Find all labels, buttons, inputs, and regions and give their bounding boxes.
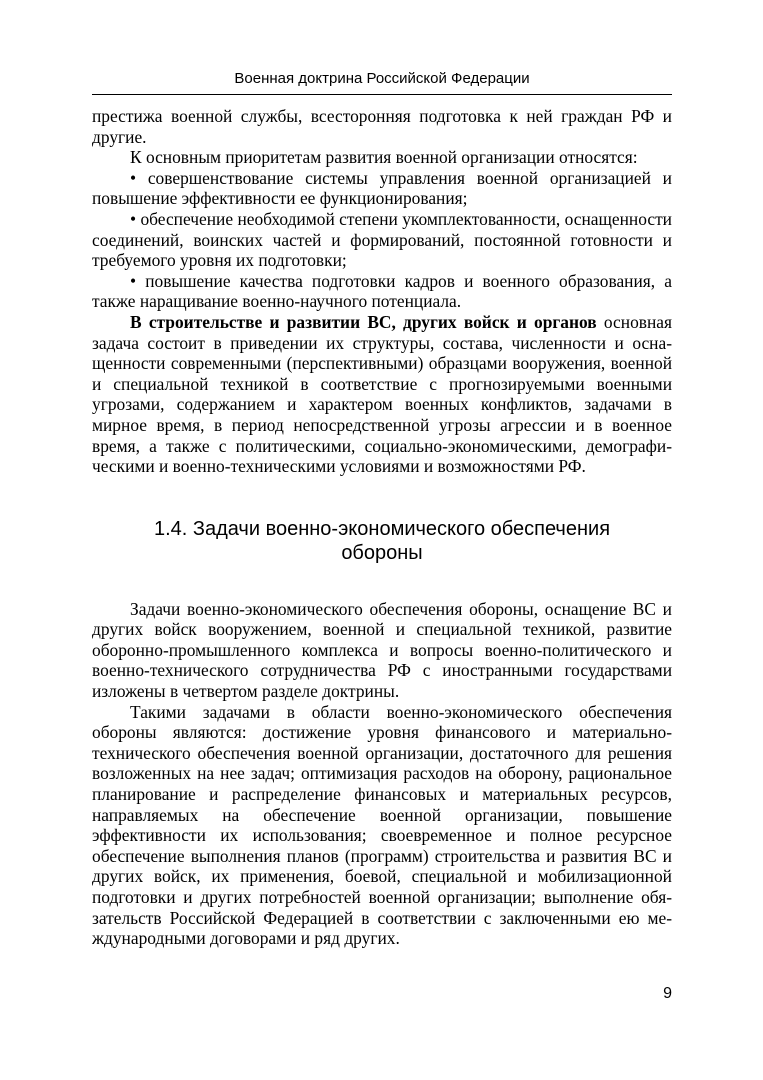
bullet-item: • повышение качества подготовки кадров и военного образования, а также наращивание военно-научного потенциала. [92,270,672,312]
running-header-title: Военная доктрина Российской Федерации [234,70,530,87]
page-body [92,106,672,949]
bullet-item: • совершенствование системы управления военной организацией и повышение эффективности ее функционирования; [92,167,672,209]
paragraph-forces-text: основная задача состоит в приведении их структуры, состава, численности и оснащенности современными (перспективными) образцами вооружения, военной и специальной техникой в соответствие с прогнозируемыми военными угрозами, содержанием и характером военных конфликтов, задачами в мирное время, в период непосредственной угрозы агрессии и в военное время, а также с политическими, социально-экономическими, демографическими и военно-техническими условиями и возможностями РФ. [92,311,673,477]
running-header [92,68,672,95]
paragraph: К основным приоритетам развития военной организации относятся: [130,147,638,168]
section-title-line-2: обороны [341,541,423,564]
bold-lead-in: В строительстве и развитии ВС, других войск и органов [130,311,597,332]
section-title [92,517,672,565]
bullet-item: • обеспечение необходимой степени укомплектованности, оснащенности соединений, воинских частей и формирований, постоянной готовности и требуемого уровня их подготовки; [92,208,672,271]
paragraph-forces [92,312,672,477]
paragraph: Задачи военно-экономического обеспечения обороны, оснащение ВС и других войск вооружением, военной и специальной техникой, развитие оборонно-промышленного комплекса и вопросы военно-политического и военно-технического сотрудничества РФ с иностранными государствами изложены в четвертом разделе доктрины. [92,598,672,702]
page-number: 9 [663,985,672,1002]
paragraph: Такими задачами в области военно-экономического обеспечения обороны являются: достижение уровня финансового и материально-технического обеспечения военной организации, достаточного для решения возложенных на нее задач; оптимизация расходов на оборону, рациональное планирование и распределение финансовых и материальных ресурсов, направляемых на обеспечение военной организации, повышение эффективности их использования; своевременное и полное ресурсное обеспечение выполнения планов (программ) строительства и развития ВС и других войск, их применения, боевой, специальной и мобилизационной подготовки и других потребностей военной организации; выполнение обязательств Российской Федерацией в соответствии с заключенными ею международными договорами и ряд других. [92,701,672,949]
paragraph: престижа военной службы, всесторонняя подготовка к ней граждан РФ и другие. [92,106,672,147]
section-title-line-1: 1.4. Задачи военно-экономического обеспечения [153,517,611,540]
